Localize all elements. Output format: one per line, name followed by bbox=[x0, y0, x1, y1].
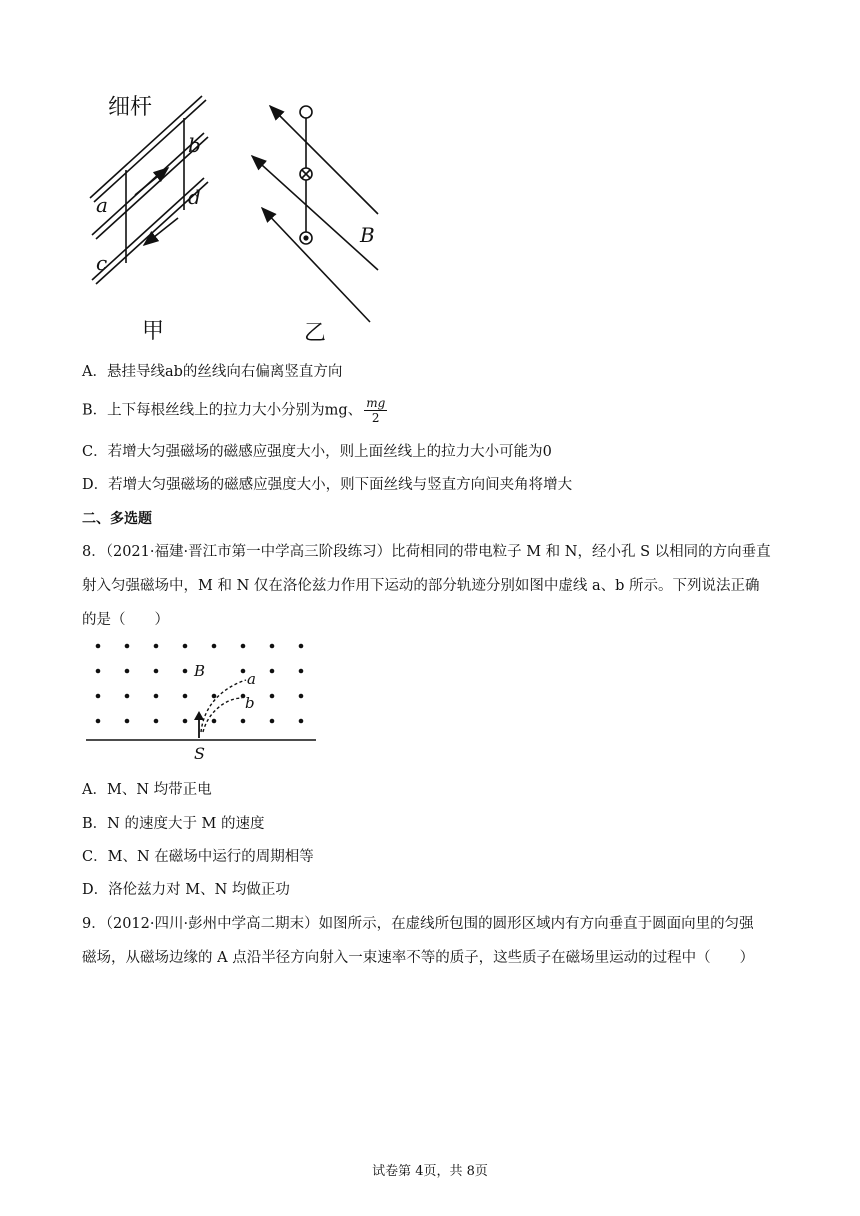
q7-option-b bbox=[82, 396, 387, 425]
label-a: a bbox=[96, 193, 108, 217]
field-dot bbox=[270, 669, 275, 674]
q8-option-a: A．M、N 均带正电 bbox=[82, 782, 212, 798]
fig-label-B: B bbox=[194, 662, 206, 680]
q9-stem-line2: 磁场，从磁场边缘的 A 点沿半径方向射入一束速率不等的质子，这些质子在磁场里运动的过程中（ ） bbox=[82, 950, 755, 966]
field-dot bbox=[125, 694, 130, 699]
q8-stem-line2: 射入匀强磁场中，M 和 N 仅在洛伦兹力作用下运动的部分轨迹分别如图中虚线 a、b 所示。下列说法正确 bbox=[82, 578, 760, 594]
q8-stem-line3: 的是（ ） bbox=[82, 612, 169, 628]
fraction-numerator: mg bbox=[366, 396, 386, 410]
q8-stem-line1: 8．（2021·福建·晋江市第一中学高三阶段练习）比荷相同的带电粒子 M 和 N，经小孔 S 以相同的方向垂直 bbox=[82, 544, 771, 560]
field-dot bbox=[183, 669, 188, 674]
figure-yi bbox=[252, 106, 378, 322]
field-dot bbox=[299, 669, 304, 674]
q7-option-a: A．悬挂导线ab的丝线向右偏离竖直方向 bbox=[82, 364, 343, 380]
field-dot bbox=[212, 644, 217, 649]
field-dot bbox=[183, 694, 188, 699]
label-yi: 乙 bbox=[304, 321, 327, 346]
label-c: c bbox=[96, 251, 108, 275]
field-dot bbox=[154, 694, 159, 699]
q8-option-b: B．N 的速度大于 M 的速度 bbox=[82, 816, 265, 832]
fig-label-b: b bbox=[245, 694, 255, 712]
label-B: B bbox=[360, 223, 375, 247]
q9-stem-line1: 9．（2012·四川·彭州中学高二期末）如图所示，在虚线所包围的圆形区域内有方向垂直于圆面向里的匀强 bbox=[82, 916, 754, 932]
field-dot bbox=[299, 694, 304, 699]
label-xigan: 细杆 bbox=[108, 95, 153, 120]
field-dot bbox=[241, 719, 246, 724]
field-dot bbox=[96, 719, 101, 724]
label-d: d bbox=[188, 185, 201, 209]
field-dot bbox=[241, 669, 246, 674]
field-dot bbox=[299, 719, 304, 724]
figure-jia-yi bbox=[80, 90, 400, 350]
field-dot bbox=[125, 644, 130, 649]
q7-option-d: D．若增大匀强磁场的磁感应强度大小，则下面丝线与竖直方向间夹角将增大 bbox=[82, 477, 573, 493]
field-dot bbox=[154, 719, 159, 724]
field-dot bbox=[96, 644, 101, 649]
field-dot bbox=[96, 669, 101, 674]
section-heading: 二、多选题 bbox=[82, 511, 152, 527]
q8-option-d: D．洛伦兹力对 M、N 均做正功 bbox=[82, 882, 290, 898]
fraction-mg-over-2 bbox=[364, 396, 387, 425]
field-dot bbox=[183, 644, 188, 649]
field-dot bbox=[270, 719, 275, 724]
fraction-denominator: 2 bbox=[371, 411, 380, 425]
field-dot bbox=[241, 644, 246, 649]
field-dot bbox=[154, 644, 159, 649]
label-b: b bbox=[188, 133, 201, 157]
field-dot bbox=[96, 694, 101, 699]
fig-label-a: a bbox=[247, 670, 256, 688]
q7-option-b-text: B．上下每根丝线上的拉力大小分别为mg、 bbox=[82, 402, 363, 419]
field-dot bbox=[212, 719, 217, 724]
figure-q8-magnetic-field bbox=[84, 632, 324, 762]
field-dot bbox=[299, 644, 304, 649]
fig-label-S: S bbox=[194, 744, 205, 762]
field-dot bbox=[154, 669, 159, 674]
field-dot bbox=[125, 669, 130, 674]
q8-option-c: C．M、N 在磁场中运行的周期相等 bbox=[82, 849, 314, 865]
field-dot bbox=[270, 644, 275, 649]
field-dot bbox=[183, 719, 188, 724]
field-dot bbox=[270, 694, 275, 699]
q7-option-c: C．若增大匀强磁场的磁感应强度大小，则上面丝线上的拉力大小可能为0 bbox=[82, 444, 552, 460]
field-dot bbox=[212, 694, 217, 699]
field-dot bbox=[125, 719, 130, 724]
page-footer: 试卷第 4页，共 8页 bbox=[372, 1164, 488, 1179]
label-jia: 甲 bbox=[142, 319, 165, 344]
